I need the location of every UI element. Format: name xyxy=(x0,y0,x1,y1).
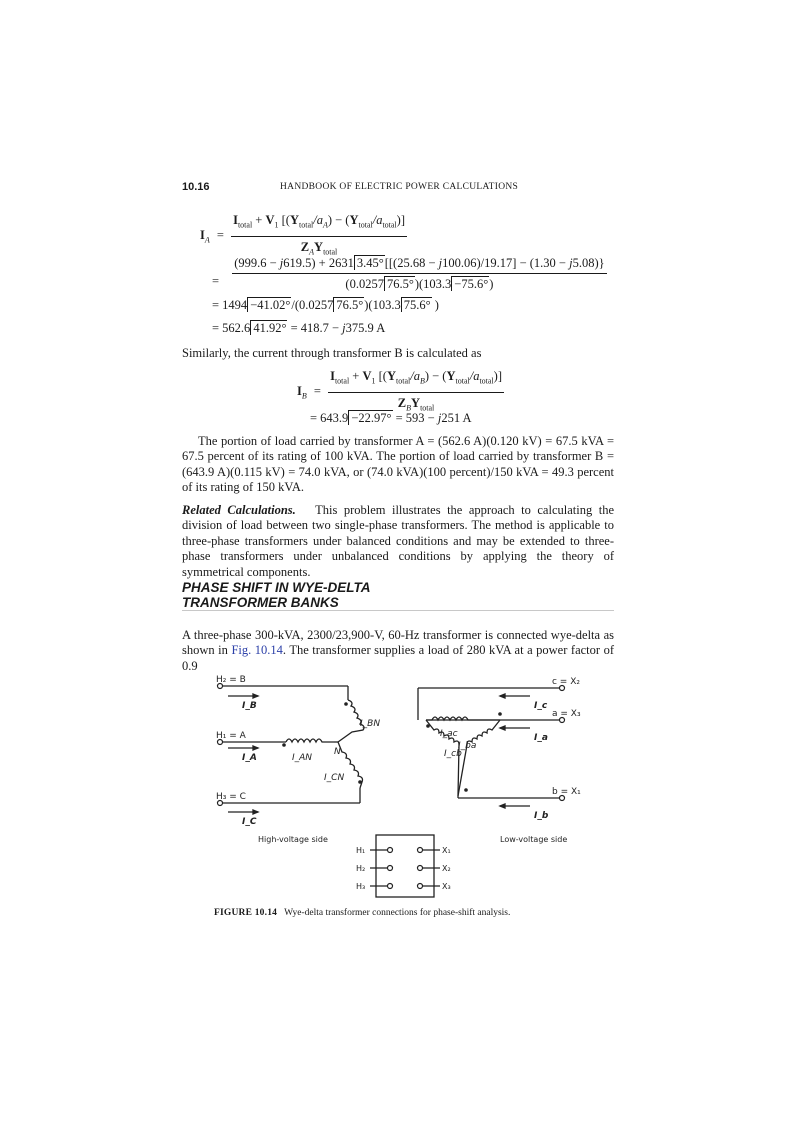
label-t-h3: H₃ xyxy=(356,882,366,891)
label-c: c = X₂ xyxy=(552,677,580,687)
paragraph-intro: A three-phase 300-kVA, 2300/23,900-V, 60-Hz transformer is connected wye-delta as shown in Fig. 10.14. The transformer supplies a load of 280 kVA at a power factor of 0.9 xyxy=(182,628,614,673)
equation-ib-line2: = 643.9 −22.97° = 593 − j251 A xyxy=(310,411,472,425)
label-iac: I_ac xyxy=(440,729,458,739)
label-t-x3: X₃ xyxy=(442,882,451,891)
label-ic: I_C xyxy=(242,817,257,827)
paragraph-load-portion: The portion of load carried by transformer A = (562.6 A)(0.120 kV) = 67.5 kVA = 67.5 percent of its rating of 100 kVA. The portion of load carried by transformer B = (643.9 A)(0.115 kV) = 74.0 kVA, or (74.0 kVA)(100 percent)/150 kVA = 49.3 percent of its rating of 150 kVA. xyxy=(182,434,614,495)
label-icb: I_cb xyxy=(444,749,462,759)
label-t-x1: X₁ xyxy=(442,846,451,855)
label-ic-lower: I_c xyxy=(534,701,548,711)
related-label: Related Calculations. xyxy=(182,503,296,517)
eq-lhs: $I_A$ xyxy=(200,227,210,245)
label-ib: I_B xyxy=(242,701,257,711)
label-t-h2: H₂ xyxy=(356,864,366,873)
label-h2: H₂ = B xyxy=(216,675,246,685)
label-iba: I_ba xyxy=(458,741,477,751)
section-heading: PHASE SHIFT IN WYE-DELTA TRANSFORMER BANKS xyxy=(182,580,371,610)
figure-caption xyxy=(214,908,614,918)
equation-ib: $I_B$ = $\frac{I_{total} + V_1 [(Y_{total}/a_B) - (Y_{total}/a_{total})]}{Z_BY_{total}}$ xyxy=(297,369,502,412)
related-text: This problem illustrates the approach to calculating the division of load between two single-phase transformers. The method is applicable to three-phase transformers under balanced conditions and may be extended to three-phase transformers under unbalanced conditions by applying the theory of symmetrical components. xyxy=(182,503,614,579)
running-title: HANDBOOK OF ELECTRIC POWER CALCULATIONS xyxy=(280,182,519,192)
label-t-x2: X₂ xyxy=(442,864,451,873)
page-number: 10.16 xyxy=(182,181,210,193)
text-similarly: Similarly, the current through transformer B is calculated as xyxy=(182,346,482,360)
label-ibn: I_BN xyxy=(360,719,381,729)
label-b: b = X₁ xyxy=(552,787,581,797)
caption-label: FIGURE 10.14 xyxy=(214,908,278,918)
equation-ia-line3: = 1494 −41.02°/(0.0257 76.5°)(103.3 75.6° ) xyxy=(212,298,439,312)
label-hv-side: High-voltage side xyxy=(258,835,328,844)
label-h3: H₃ = C xyxy=(216,792,246,802)
heading-rule xyxy=(182,610,614,611)
label-icn: I_CN xyxy=(324,773,345,783)
label-lv-side: Low-voltage side xyxy=(500,835,568,844)
label-ia-lower: I_a xyxy=(534,733,548,743)
figure-link[interactable]: Fig. 10.14 xyxy=(231,643,283,658)
wye-delta-figure xyxy=(200,668,620,900)
caption-text: Wye-delta transformer connections for phase-shift analysis. xyxy=(284,908,511,918)
label-t-h1: H₁ xyxy=(356,846,366,855)
label-h1: H₁ = A xyxy=(216,731,246,741)
label-ia: I_A xyxy=(242,753,257,763)
eq-fraction: $\frac{I_{total} + V_1 [(Y_{total}/a_A) - (Y_{total}/a_{total})]}{Z_AY_{total}}$ xyxy=(233,213,405,256)
label-n: N xyxy=(334,747,341,757)
equation-ia-line2: = (999.6 − j619.5) + 2631 3.45°[[(25.68 − j100.06)/19.17] − (1.30 − j5.08)} (0.0257 76.5°)(103.3 −75.6°) xyxy=(212,256,605,291)
equation-ia-line4: = 562.6 41.92° = 418.7 − j375.9 A xyxy=(212,321,386,335)
label-ian: I_AN xyxy=(292,753,313,763)
label-a: a = X₃ xyxy=(552,709,581,719)
label-ib-lower: I_b xyxy=(534,811,549,821)
equation-ia: $I_A$ = $\frac{I_{total} + V_1 [(Y_{total}/a_A) - (Y_{total}/a_{total})]}{Z_AY_{total}}$ xyxy=(200,212,407,260)
paragraph-related xyxy=(182,503,614,580)
